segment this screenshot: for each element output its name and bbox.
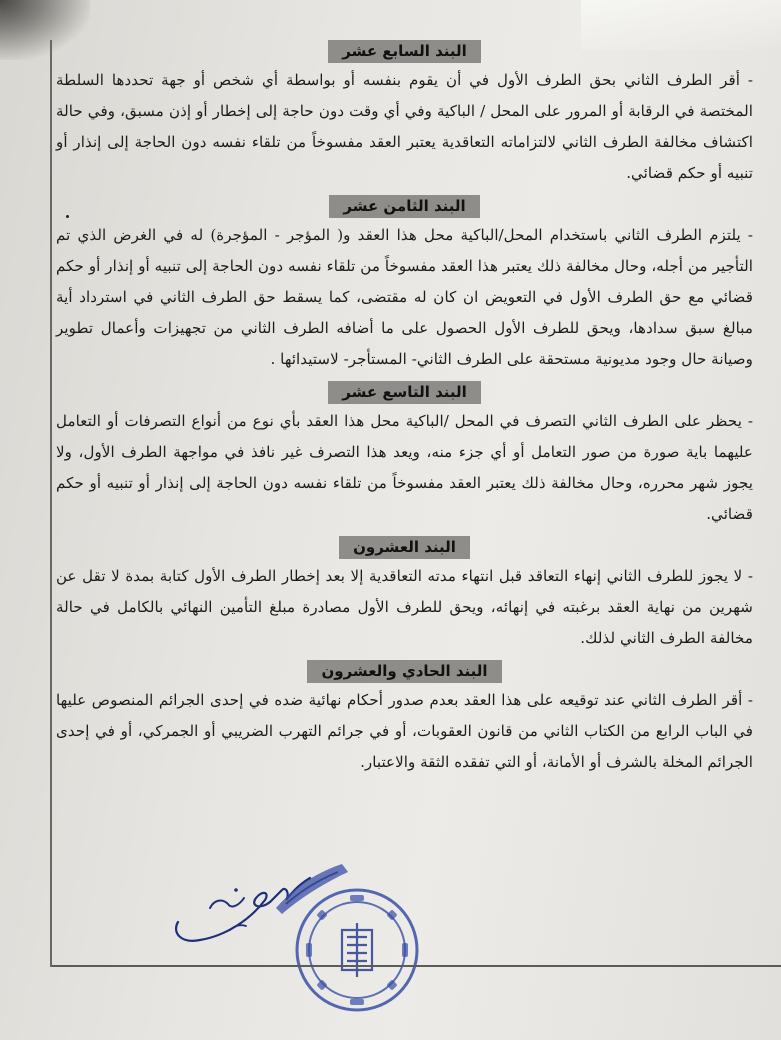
clause-text: - يلتزم الطرف الثاني باستخدام المحل/الباكية محل هذا العقد و( المؤجر - المؤجرة) له في الغرض الذي تم التأجير من أجله، وحال مخالفة ذلك يعتبر هذا العقد مفسوخاً من تلقاء نفسه دون الحاجة إلى تنبيه أو إنذار أو حكم قضائي مع حق الطرف الأول في التعويض ان كان له مقتضى، كما يسقط حق الطرف الثاني في استرداد أية مبالغ سبق سدادها، ويحق للطرف الأول الحصول على ما أضافه الطرف الثاني من تجهيزات وأعمال تطوير وصيانة حال وجود مديونية مستحقة على الطرف الثاني- المستأجر- لاستيدائها . (56, 226, 753, 368)
clause-text: - يحظر على الطرف الثاني التصرف في المحل /الباكية محل هذا العقد بأي نوع من أنواع التصرفات أو التعامل عليهما باية صورة من صور التعامل أو أي جزء منه، ويعد هذا التصرف غير نافذ في مواجهة الطرف الأول، ولا يجوز شهر محرره، وحال مخالفة ذلك يعتبر العقد مفسوخاً من تلقاء نفسه دون الحاجة إلى إنذار أو تنبيه أو حكم قضائي. (56, 412, 753, 523)
page-border-bottom (52, 965, 781, 967)
clause-text: - أقر الطرف الثاني بحق الطرف الأول في أن يقوم بنفسه أو بواسطة أي شخص أو جهة تحددها السلطة المختصة في الرقابة أو المرور على المحل / الباكية وفي أي وقت دون حاجة إلى إخطار أو إذن مسبق، وفي حالة اكتشاف مخالفة الطرف الثاني لالتزاماته التعاقدية يعتبر العقد مفسوخاً من تلقاء نفسه دون الحاجة إلى إنذار أو تنبيه أو حكم قضائي. (56, 71, 753, 182)
contract-body (52, 40, 757, 960)
clause-17 (52, 40, 757, 189)
clause-title: البند التاسع عشر (328, 381, 481, 404)
clause-title: البند الثامن عشر (329, 195, 479, 218)
clause-title: البند العشرون (339, 536, 470, 559)
clause-20 (52, 536, 757, 654)
clause-18 (52, 195, 757, 375)
official-seal (292, 885, 422, 1015)
clause-19 (52, 381, 757, 530)
clause-text: - أقر الطرف الثاني عند توقيعه على هذا العقد بعدم صدور أحكام نهائية ضده في إحدى الجرائم المنصوص عليها في الباب الرابع من الكتاب الثاني من قانون العقوبات، أو في جرائم التهرب الضريبي أو الجمركي، أو في إحدى الجرائم المخلة بالشرف أو الأمانة، أو التي تفقده الثقة والاعتبار. (56, 691, 753, 771)
clause-21 (52, 660, 757, 778)
clause-title: البند الحادي والعشرون (307, 660, 501, 683)
clause-title: البند السابع عشر (328, 40, 481, 63)
clause-text: - لا يجوز للطرف الثاني إنهاء التعاقد قبل انتهاء مدته التعاقدية إلا بعد إخطار الطرف الأول كتابة بمدة لا تقل عن شهرين من نهاية العقد برغبته في إنهائه، ويحق للطرف الأول مصادرة مبلغ التأمين النهائي بالكامل في حالة مخالفة الطرف الثاني لذلك. (56, 567, 753, 647)
